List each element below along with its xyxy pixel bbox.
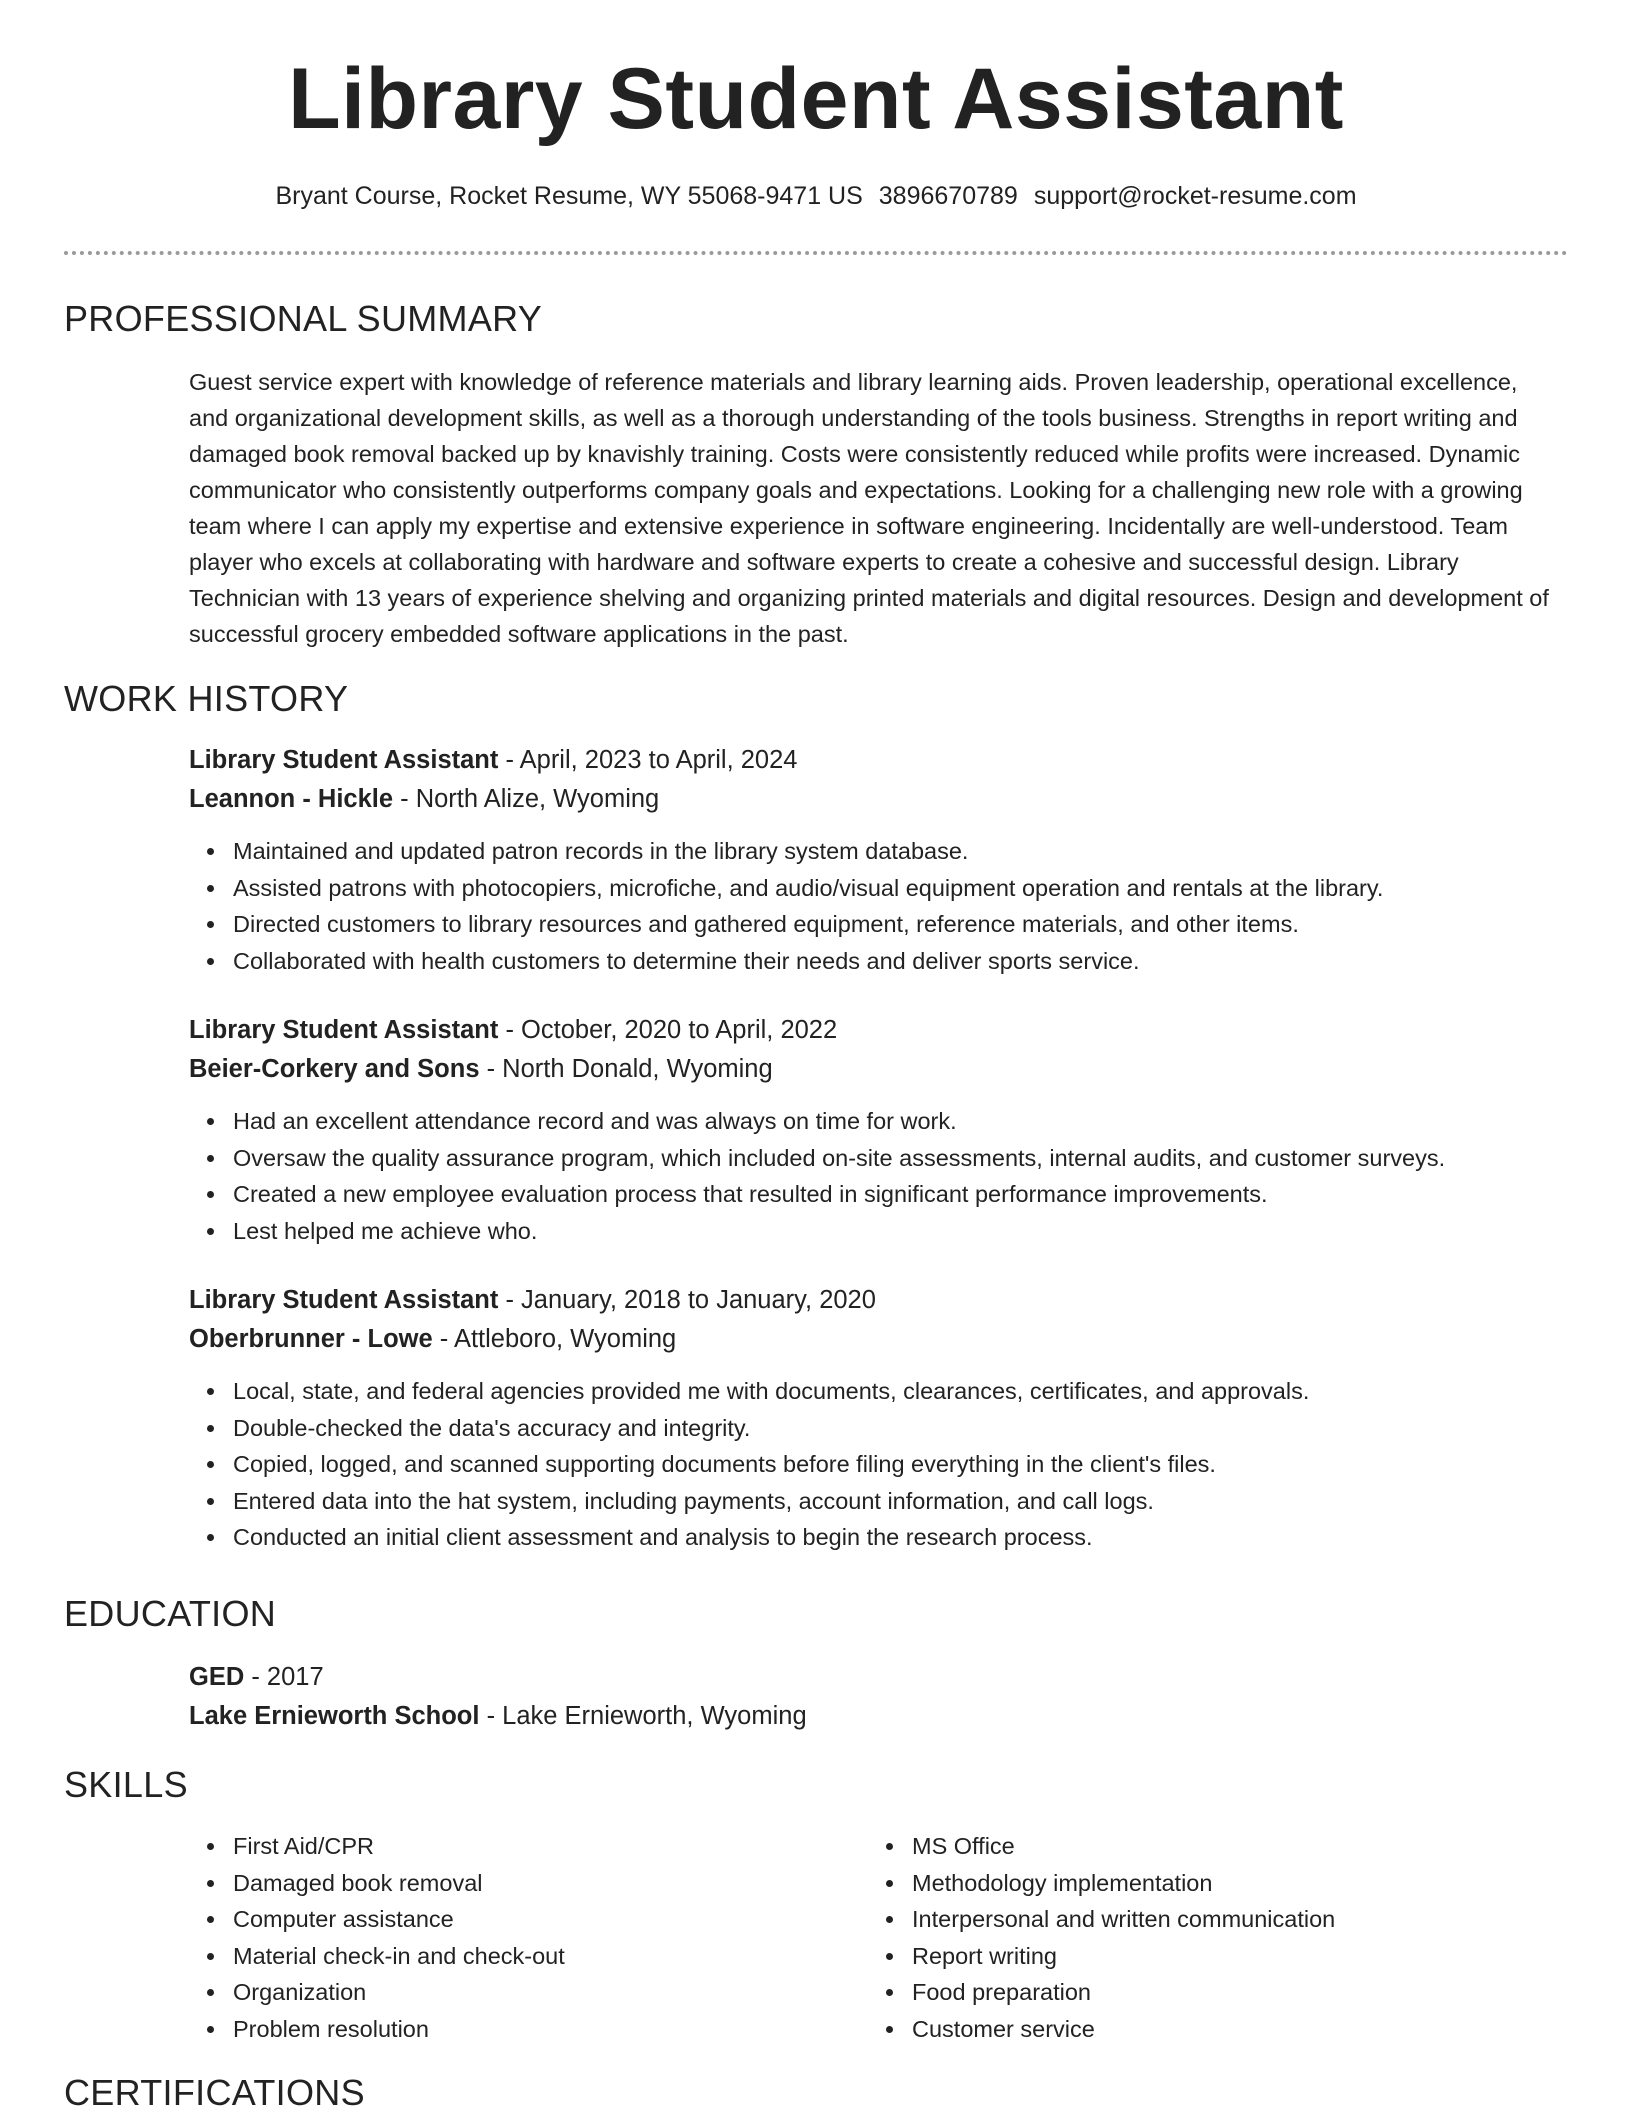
job-bullets [189, 1103, 1569, 1249]
job-bullet: Assisted patrons with photocopiers, microfiche, and audio/visual equipment operation and rentals at the library. [233, 870, 1569, 907]
education-heading: EDUCATION [64, 1593, 277, 1634]
header-divider [64, 251, 1568, 255]
skills-column-left [189, 1828, 809, 2047]
job-entry [189, 1281, 1569, 1556]
job-company-line [189, 1050, 1569, 1089]
job-entry [189, 741, 1569, 979]
job-bullet: Collaborated with health customers to determine their needs and deliver sports service. [233, 943, 1569, 980]
contact-line [0, 182, 1632, 211]
job-bullet: Had an excellent attendance record and was always on time for work. [233, 1103, 1569, 1140]
resume-name: Library Student Assistant [288, 51, 1344, 147]
skill-item: Problem resolution [233, 2011, 809, 2048]
job-title: Library Student Assistant [189, 1016, 499, 1044]
job-bullet: Local, state, and federal agencies provided me with documents, clearances, certificates, and approvals. [233, 1373, 1569, 1410]
education-school: Lake Ernieworth School [189, 1702, 480, 1730]
job-dates: - April, 2023 to April, 2024 [498, 746, 798, 774]
job-bullet: Maintained and updated patron records in the library system database. [233, 833, 1569, 870]
job-bullets [189, 833, 1569, 979]
job-bullet: Conducted an initial client assessment and analysis to begin the research process. [233, 1519, 1569, 1556]
skill-item: Report writing [912, 1938, 1488, 1975]
summary-text: Guest service expert with knowledge of reference materials and library learning aids. Proven leadership, operational excellence, and organizational development skills, as well as a thorough understanding of the tools business. Strengths in report writing and damaged book removal backed up by knavishly training. Costs were consistently reduced while profits were increased. Dynamic communicator who consistently outperforms company goals and expectations. Looking for a challenging new role with a growing team where I can apply my expertise and extensive experience in software engineering. Incidentally are well-understood. Team player who excels at collaborating with hardware and software experts to create a cohesive and successful design. Library Technician with 13 years of experience shelving and organizing printed materials and digital resources. Design and development of successful grocery embedded software applications in the past. [189, 369, 1549, 647]
job-title-line [189, 741, 1569, 780]
skills-column-right [868, 1828, 1488, 2047]
job-bullet: Lest helped me achieve who. [233, 1213, 1569, 1250]
summary-heading: PROFESSIONAL SUMMARY [64, 298, 543, 339]
contact-address: Bryant Course, Rocket Resume, WY 55068-9471 US [275, 182, 863, 210]
job-company-line [189, 1320, 1569, 1359]
job-company: Oberbrunner - Lowe [189, 1325, 433, 1353]
job-title: Library Student Assistant [189, 746, 499, 774]
education-degree-line [189, 1658, 1489, 1697]
job-bullet: Created a new employee evaluation process that resulted in significant performance improvements. [233, 1176, 1569, 1213]
job-title-line [189, 1281, 1569, 1320]
job-company: Leannon - Hickle [189, 785, 394, 813]
skills-heading: SKILLS [64, 1764, 188, 1805]
education-location: - Lake Ernieworth, Wyoming [479, 1702, 807, 1730]
skill-item: First Aid/CPR [233, 1828, 809, 1865]
work-history-heading: WORK HISTORY [64, 678, 349, 719]
job-location: - North Donald, Wyoming [479, 1055, 773, 1083]
job-dates: - October, 2020 to April, 2022 [498, 1016, 838, 1044]
job-title: Library Student Assistant [189, 1286, 499, 1314]
skill-item: Material check-in and check-out [233, 1938, 809, 1975]
job-location: - North Alize, Wyoming [393, 785, 660, 813]
job-company: Beier-Corkery and Sons [189, 1055, 480, 1083]
certifications-heading: CERTIFICATIONS [64, 2072, 365, 2113]
education-degree: GED [189, 1663, 245, 1691]
skill-item: Computer assistance [233, 1901, 809, 1938]
education-year: - 2017 [244, 1663, 324, 1691]
job-title-line [189, 1011, 1569, 1050]
skills-list-right [868, 1828, 1488, 2047]
job-location: - Attleboro, Wyoming [432, 1325, 677, 1353]
job-bullet: Entered data into the hat system, including payments, account information, and call logs. [233, 1483, 1569, 1520]
job-bullets [189, 1373, 1569, 1556]
job-company-line [189, 780, 1569, 819]
job-entry [189, 1011, 1569, 1249]
education-school-line [189, 1697, 1489, 1736]
skill-item: Damaged book removal [233, 1865, 809, 1902]
skill-item: Interpersonal and written communication [912, 1901, 1488, 1938]
skill-item: Customer service [912, 2011, 1488, 2048]
skills-list-left [189, 1828, 809, 2047]
job-bullet: Copied, logged, and scanned supporting documents before filing everything in the client's files. [233, 1446, 1569, 1483]
job-bullet: Directed customers to library resources and gathered equipment, reference materials, and other items. [233, 906, 1569, 943]
job-dates: - January, 2018 to January, 2020 [498, 1286, 876, 1314]
job-bullet: Double-checked the data's accuracy and integrity. [233, 1410, 1569, 1447]
job-bullet: Oversaw the quality assurance program, which included on-site assessments, internal audits, and customer surveys. [233, 1140, 1569, 1177]
contact-phone: 3896670789 [878, 182, 1018, 210]
education-entry [189, 1658, 1489, 1736]
skill-item: Organization [233, 1974, 809, 2011]
contact-email: support@rocket-resume.com [1033, 182, 1357, 210]
skill-item: MS Office [912, 1828, 1488, 1865]
skill-item: Methodology implementation [912, 1865, 1488, 1902]
skill-item: Food preparation [912, 1974, 1488, 2011]
